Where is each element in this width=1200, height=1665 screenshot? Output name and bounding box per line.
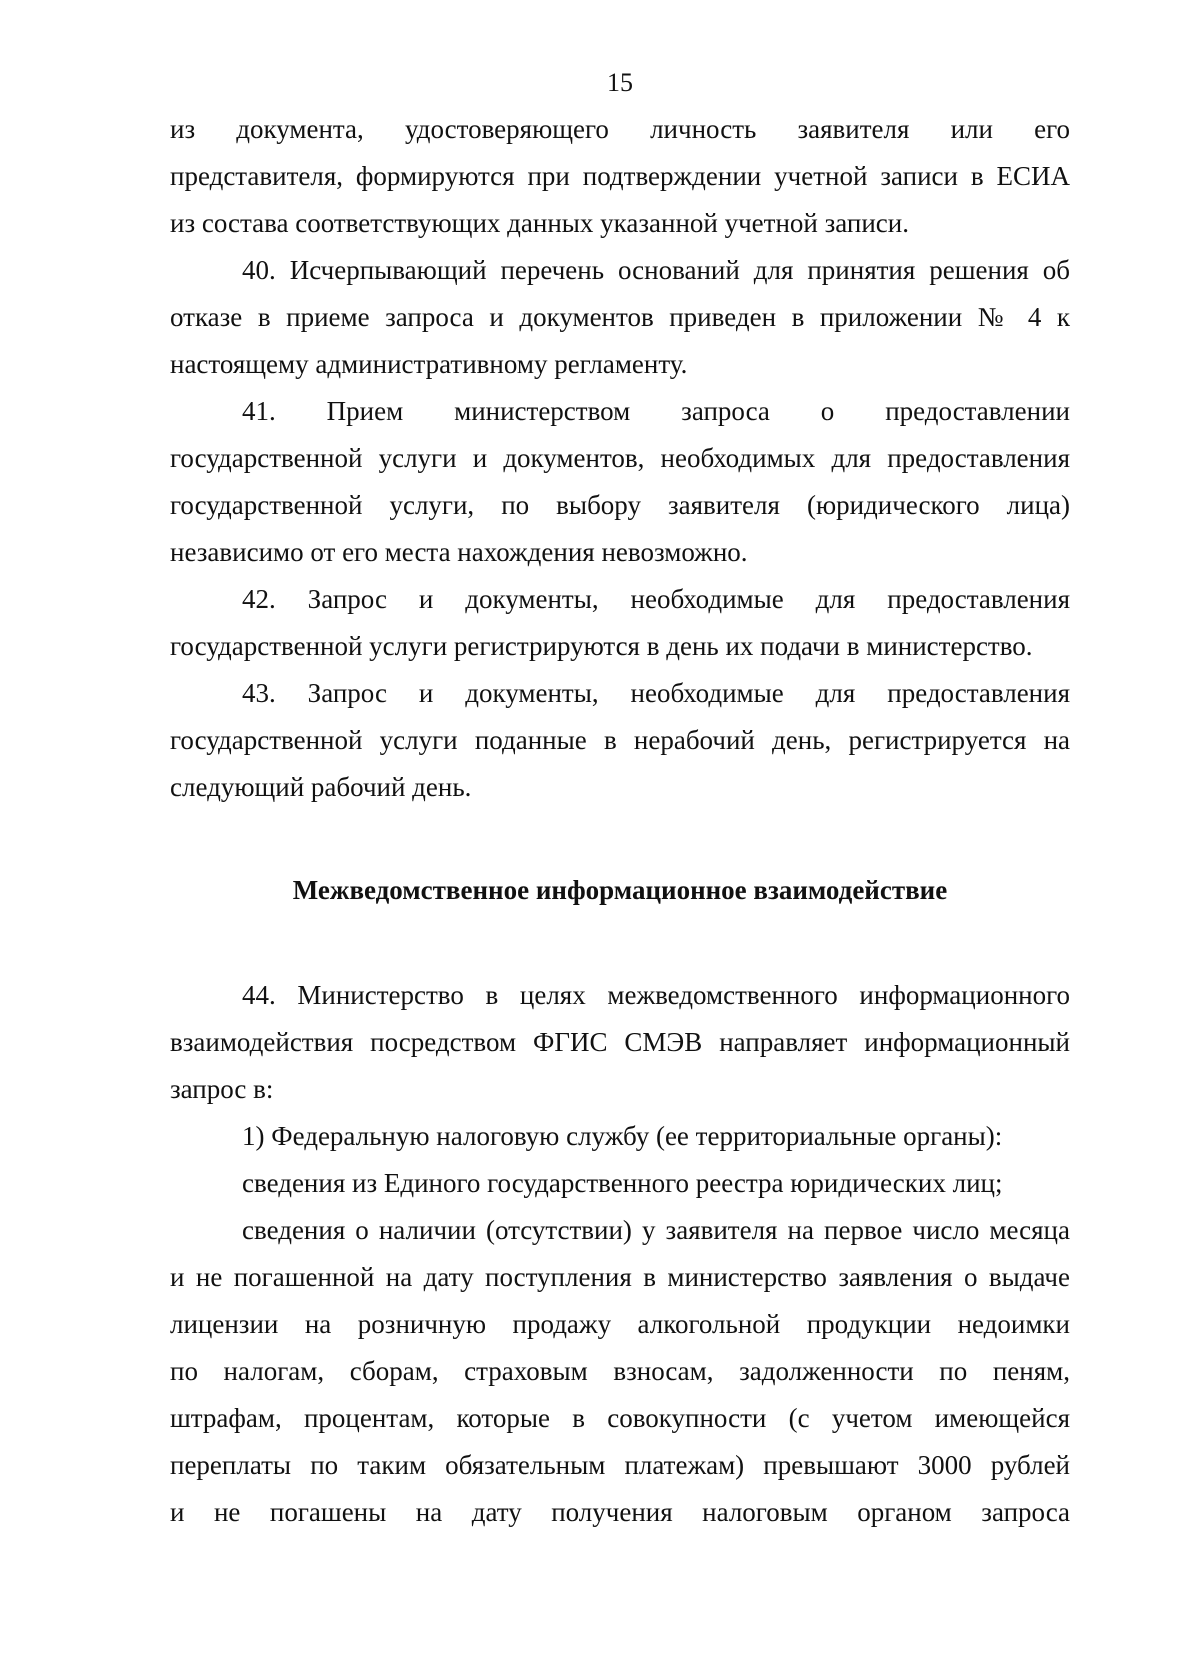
paragraph-44	[170, 972, 1070, 1113]
paragraph-44-item-1-arrears	[170, 1207, 1070, 1536]
text-line: государственной услуги поданные в нерабочий день, регистрируется на	[170, 725, 1070, 755]
text-line: 40. Исчерпывающий перечень оснований для принятия решения об	[242, 255, 1070, 285]
text-line: лицензии на розничную продажу алкогольной продукции недоимки	[170, 1309, 1070, 1339]
text-line: и не погашены на дату получения налоговым органом запроса	[170, 1497, 1070, 1527]
text-line: взаимодействия посредством ФГИС СМЭВ направляет информационный	[170, 1027, 1070, 1057]
paragraph-44-item-1	[170, 1113, 1070, 1160]
text-line: переплаты по таким обязательным платежам) превышают 3000 рублей	[170, 1450, 1070, 1480]
section-heading: Межведомственное информационное взаимодействие	[292, 875, 948, 905]
text-line: независимо от его места нахождения невозможно.	[170, 537, 748, 567]
text-line: 43. Запрос и документы, необходимые для предоставления	[242, 678, 1070, 708]
text-line: настоящему административному регламенту.	[170, 349, 688, 379]
text-line: 44. Министерство в целях межведомственного информационного	[242, 980, 1070, 1010]
text-line: сведения из Единого государственного реестра юридических лиц;	[242, 1168, 1003, 1198]
text-line: 41. Прием министерством запроса о предоставлении	[242, 396, 1070, 426]
text-line: из документа, удостоверяющего личность заявителя или его	[170, 114, 1070, 144]
text-line: 42. Запрос и документы, необходимые для предоставления	[242, 584, 1070, 614]
paragraph-continuation	[170, 106, 1070, 247]
text-line: из состава соответствующих данных указанной учетной записи.	[170, 208, 909, 238]
paragraph-43	[170, 670, 1070, 811]
text-line: государственной услуги, по выбору заявителя (юридического лица)	[170, 490, 1070, 520]
paragraph-40	[170, 247, 1070, 388]
text-line: представителя, формируются при подтверждении учетной записи в ЕСИА	[170, 161, 1070, 191]
paragraph-41	[170, 388, 1070, 576]
text-line: отказе в приеме запроса и документов приведен в приложении № 4 к	[170, 302, 1070, 332]
text-line: и не погашенной на дату поступления в министерство заявления о выдаче	[170, 1262, 1070, 1292]
text-line: запрос в:	[170, 1074, 274, 1104]
text-line: следующий рабочий день.	[170, 772, 472, 802]
text-line: 1) Федеральную налоговую службу (ее территориальные органы):	[242, 1121, 1003, 1151]
text-line: по налогам, сборам, страховым взносам, задолженности по пеням,	[170, 1356, 1070, 1386]
document-body	[170, 106, 1070, 1536]
paragraph-44-item-1-egrul	[170, 1160, 1070, 1207]
paragraph-42	[170, 576, 1070, 670]
text-line: сведения о наличии (отсутствии) у заявителя на первое число месяца	[242, 1215, 1070, 1245]
text-line: государственной услуги регистрируются в день их подачи в министерство.	[170, 631, 1033, 661]
page-number: 15	[607, 68, 633, 97]
text-line: государственной услуги и документов, необходимых для предоставления	[170, 443, 1070, 473]
text-line: штрафам, процентам, которые в совокупности (с учетом имеющейся	[170, 1403, 1070, 1433]
